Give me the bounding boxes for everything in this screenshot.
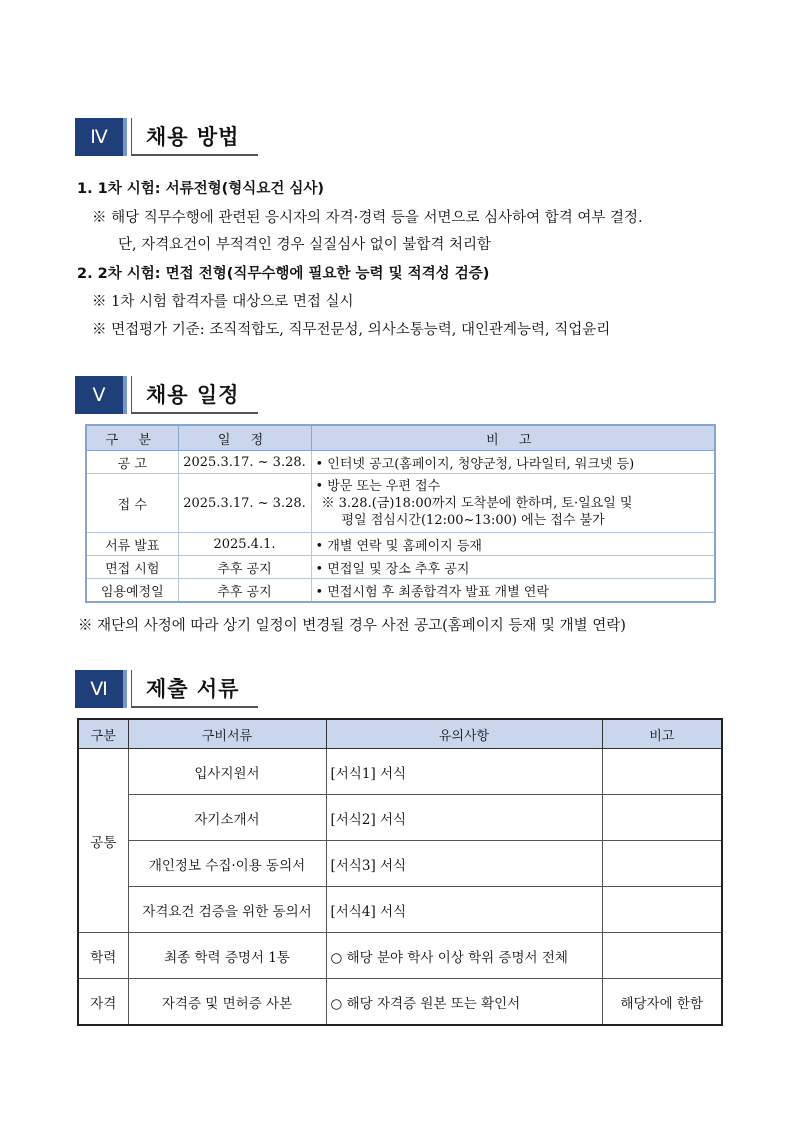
document-remark [602,795,722,841]
schedule-category: 임용예정일 [86,579,178,603]
schedule-footnote: ※ 재단의 사정에 따라 상기 일정이 변경될 경우 사전 공고(홈페이지 등재 및 개별 연락) [78,618,626,634]
section-4-title: 채용 방법 [131,118,258,156]
schedule-date: 2025.4.1. [178,533,311,556]
schedule-note: • 인터넷 공고(홈페이지, 청양군청, 나라일터, 워크넷 등) [311,451,715,474]
table-row [86,533,715,556]
section-5-header [75,376,258,414]
schedule-note-line: ※ 3.28.(금)18:00까지 도착분에 한하며, 토·일요일 및 [321,495,633,511]
documents-header-document: 구비서류 [128,719,326,749]
schedule-note: • 면접시험 후 최종합격자 발표 개별 연락 [311,579,715,603]
schedule-note-multi [311,474,715,533]
step-1-heading: 1. 1차 시험: 서류전형(형식요건 심사) [77,181,325,197]
table-row [86,556,715,579]
section-4-header [75,118,258,156]
schedule-category: 접 수 [86,474,178,533]
table-row [78,887,722,933]
table-row [78,979,722,1026]
document-name: 개인정보 수집·이용 동의서 [128,841,326,887]
section-5-title: 채용 일정 [131,376,258,414]
table-row [78,749,722,795]
documents-header-note: 유의사항 [326,719,602,749]
table-row [86,474,715,533]
schedule-date: 2025.3.17. ~ 3.28. [178,474,311,533]
section-6-number: Ⅵ [75,670,123,708]
step-2-heading: 2. 2차 시험: 면접 전형(직무수행에 필요한 능력 및 적격성 검증) [77,266,490,282]
documents-header-row [78,719,722,749]
documents-header-remark: 비고 [602,719,722,749]
step-2-note-2: ※ 면접평가 기준: 조직적합도, 직무전문성, 의사소통능력, 대인관계능력, 직업윤리 [92,322,611,338]
document-remark: 해당자에 한함 [602,979,722,1026]
schedule-category: 서류 발표 [86,533,178,556]
step-1-note-cont: 단, 자격요건이 부적격인 경우 실질심사 없이 불합격 처리함 [118,237,492,253]
schedule-date: 2025.3.17. ~ 3.28. [178,451,311,474]
document-remark [602,749,722,795]
document-remark [602,841,722,887]
documents-group-education: 학력 [78,933,128,979]
section-4-number: Ⅳ [75,118,123,156]
document-name: 최종 학력 증명서 1통 [128,933,326,979]
table-row [86,451,715,474]
schedule-category: 면접 시험 [86,556,178,579]
documents-table [77,718,723,1026]
document-name: 자기소개서 [128,795,326,841]
schedule-header-note: 비 고 [311,425,715,451]
document-remark [602,933,722,979]
table-row [78,841,722,887]
schedule-table [85,424,716,603]
schedule-category: 공 고 [86,451,178,474]
document-note: ○ 해당 자격증 원본 또는 확인서 [326,979,602,1026]
schedule-note: • 면접일 및 장소 추후 공지 [311,556,715,579]
schedule-header-category: 구 분 [86,425,178,451]
document-note: ○ 해당 분야 학사 이상 학위 증명서 전체 [326,933,602,979]
table-row [86,579,715,603]
section-6-title: 제출 서류 [131,670,258,708]
section-6-header [75,670,258,708]
documents-group-license: 자격 [78,979,128,1026]
step-1-note: ※ 해당 직무수행에 관련된 응시자의 자격·경력 등을 서면으로 심사하여 합격 여부 결정. [92,210,643,226]
schedule-date: 추후 공지 [178,579,311,603]
table-row [78,933,722,979]
schedule-date: 추후 공지 [178,556,311,579]
document-remark [602,887,722,933]
schedule-header-date: 일 정 [178,425,311,451]
document-name: 자격요건 검증을 위한 동의서 [128,887,326,933]
documents-header-category: 구분 [78,719,128,749]
section-5-number: Ⅴ [75,376,123,414]
document-name: 입사지원서 [128,749,326,795]
document-note: [서식1] 서식 [326,749,602,795]
step-2-note-1: ※ 1차 시험 합격자를 대상으로 면접 실시 [92,294,354,310]
table-row [78,795,722,841]
schedule-note-line: • 방문 또는 우편 접수 [315,478,441,494]
document-name: 자격증 및 면허증 사본 [128,979,326,1026]
schedule-note: • 개별 연락 및 홈페이지 등재 [311,533,715,556]
document-note: [서식2] 서식 [326,795,602,841]
documents-group-common: 공통 [78,749,128,933]
schedule-note-line: 평일 점심시간(12:00~13:00) 에는 접수 불가 [341,512,605,528]
document-note: [서식3] 서식 [326,841,602,887]
schedule-header-row [86,425,715,451]
document-note: [서식4] 서식 [326,887,602,933]
